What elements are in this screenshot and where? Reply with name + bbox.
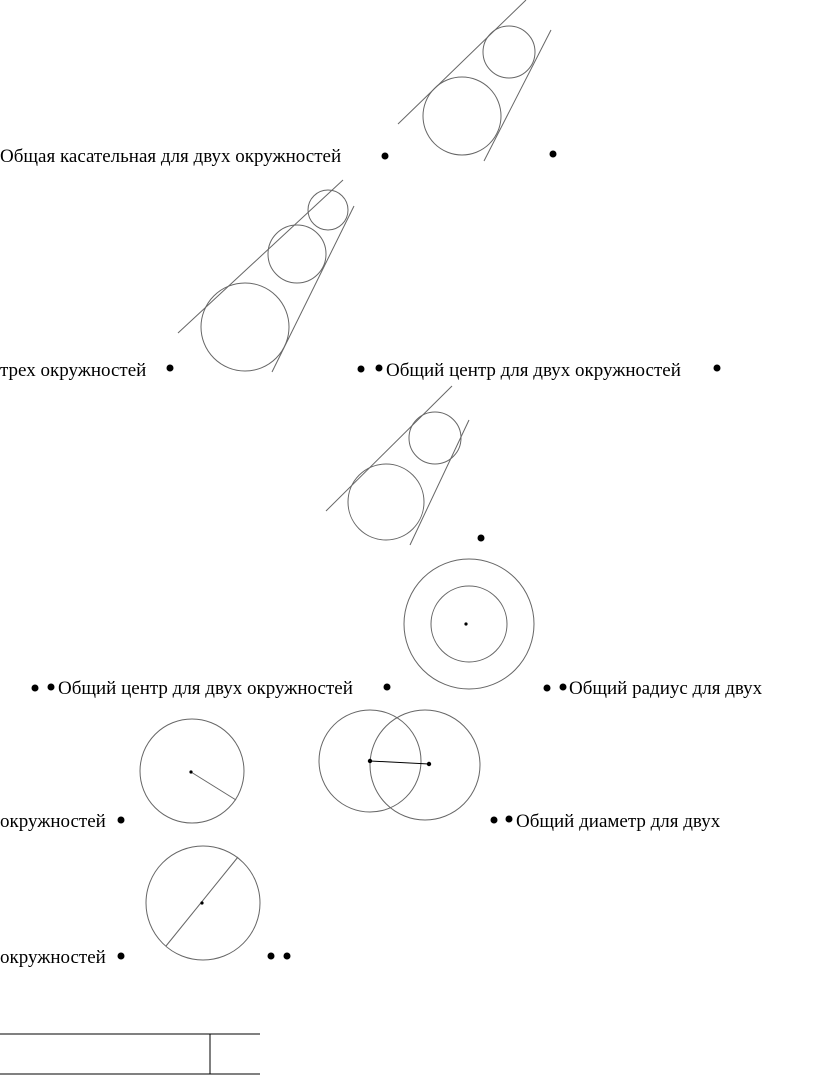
bullet: [48, 684, 55, 691]
circle: [268, 225, 326, 283]
bullet: [268, 953, 275, 960]
text-common-center-1: Общий центр для двух окружностей: [386, 360, 681, 381]
point: [368, 759, 372, 763]
figure-two-tangent-circles: [398, 0, 551, 161]
bullet: [118, 817, 125, 824]
bullets: [32, 151, 721, 960]
circle: [370, 710, 480, 820]
text-common-radius: Общий радиус для двух: [569, 678, 763, 699]
bullet: [32, 685, 39, 692]
center-point: [200, 901, 203, 904]
radius-line: [191, 772, 236, 800]
bullet: [167, 365, 174, 372]
bullet: [118, 953, 125, 960]
bullet: [550, 151, 557, 158]
inner-circle: [431, 586, 507, 662]
tangent-line: [178, 180, 343, 333]
circle: [348, 464, 424, 540]
circle: [409, 412, 461, 464]
figure-circle-radius: [140, 719, 244, 823]
point: [427, 762, 431, 766]
text-common-diameter: Общий диаметр для двух: [516, 811, 721, 832]
bullet: [382, 153, 389, 160]
figure-two-tangent-circles-2: [326, 386, 469, 545]
text-circles-2: окружностей: [0, 947, 106, 968]
tangent-line: [326, 386, 452, 511]
center-point: [464, 622, 467, 625]
figure-circle-diameter: [146, 846, 260, 960]
figure-common-radius-circles: [319, 710, 480, 820]
circle: [483, 26, 535, 78]
tangent-line: [484, 30, 551, 161]
bullet: [560, 684, 567, 691]
bullet: [544, 685, 551, 692]
text-tangent-two-circles: Общая касательная для двух окружностей: [0, 146, 342, 167]
circle: [201, 283, 289, 371]
footer-table: [0, 1034, 260, 1074]
text-common-center-2: Общий центр для двух окружностей: [58, 678, 353, 699]
outer-circle: [404, 559, 534, 689]
text-circles-1: окружностей: [0, 811, 106, 832]
radius-segment: [370, 761, 429, 764]
bullet: [506, 816, 513, 823]
text-three-circles: трех окружностей: [0, 360, 147, 381]
figure-concentric-circles: [404, 559, 534, 689]
circle: [308, 190, 348, 230]
bullet: [284, 953, 291, 960]
center-point: [189, 770, 192, 773]
bullet: [491, 817, 498, 824]
bullet: [384, 684, 391, 691]
tangent-line: [398, 0, 526, 124]
bullet: [714, 365, 721, 372]
figure-three-tangent-circles: [178, 180, 354, 372]
bullet: [358, 366, 365, 373]
bullet: [478, 535, 485, 542]
circle: [423, 77, 501, 155]
bullet: [376, 365, 383, 372]
